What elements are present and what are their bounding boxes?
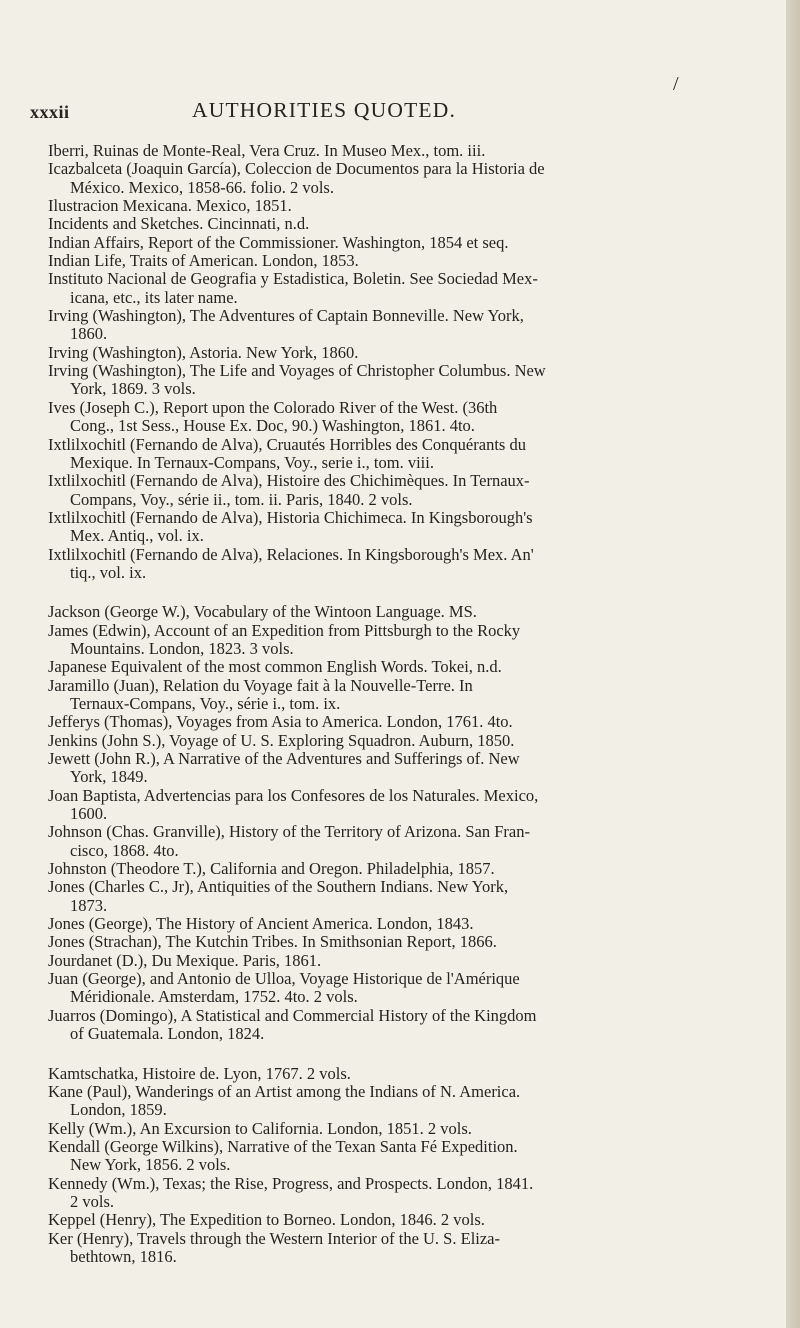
- bibliography-entry: Indian Affairs, Report of the Commissioner. Washington, 1854 et seq.: [48, 232, 509, 252]
- bibliography-entry: Kendall (George Wilkins), Narrative of the Texan Santa Fé Expedition. New York, 1856. 2 vols.: [48, 1136, 518, 1175]
- section-k: [48, 1065, 748, 1267]
- page-edge: [786, 0, 800, 1328]
- bibliography-entry: Jewett (John R.), A Narrative of the Adventures and Sufferings of. New York, 1849.: [48, 749, 520, 787]
- page-header: [30, 96, 730, 130]
- bibliography-entry: Icazbalceta (Joaquin García), Coleccion de Documentos para la Historia de México. Mexico, 1858-66. folio. 2 vols.: [48, 159, 545, 197]
- bibliography-entry: Irving (Washington), The Life and Voyages of Christopher Columbus. New York, 1869. 3 vols.: [48, 361, 546, 399]
- bibliography-entry: Instituto Nacional de Geografia y Estadistica, Boletin. See Sociedad Mex- icana, etc., its later name.: [48, 269, 538, 307]
- bibliography-entry: Kamtschatka, Histoire de. Lyon, 1767. 2 vols.: [48, 1063, 351, 1083]
- bibliography-entry: Johnson (Chas. Granville), History of the Territory of Arizona. San Fran- cisco, 1868. 4to.: [48, 822, 530, 860]
- bibliography-entry: Johnston (Theodore T.), California and Oregon. Philadelphia, 1857.: [48, 859, 495, 879]
- bibliography-entry: Jones (Strachan), The Kutchin Tribes. In Smithsonian Report, 1866.: [48, 932, 497, 952]
- bibliography-entry: Jones (Charles C., Jr), Antiquities of the Southern Indians. New York, 1873.: [48, 877, 509, 915]
- bibliography-entry: Juarros (Domingo), A Statistical and Commercial History of the Kingdom of Guatemala. London, 1824.: [48, 1005, 537, 1044]
- bibliography-entry: Juan (George), and Antonio de Ulloa, Voyage Historique de l'Amérique Méridionale. Amsterdam, 1752. 4to. 2 vols.: [48, 969, 520, 1007]
- bibliography-entry: Ixtlilxochitl (Fernando de Alva), Historia Chichimeca. In Kingsborough's Mex. Antiq., vol. ix.: [48, 507, 533, 546]
- bibliography-entry: Kennedy (Wm.), Texas; the Rise, Progress, and Prospects. London, 1841. 2 vols.: [48, 1173, 534, 1211]
- bibliography-entry: Irving (Washington), The Adventures of Captain Bonneville. New York, 1860.: [48, 306, 524, 344]
- bibliography-entry: Jaramillo (Juan), Relation du Voyage fait à la Nouvelle-Terre. In Ternaux-Compans, Voy., série i., tom. ix.: [48, 675, 473, 713]
- bibliography-entry: Ixtlilxochitl (Fernando de Alva), Cruautés Horribles des Conquérants du Mexique. In Ternaux-Compans, Voy., serie i., tom. viii.: [48, 434, 526, 472]
- section-gap: [48, 582, 748, 603]
- bibliography-entry: Jones (George), The History of Ancient America. London, 1843.: [48, 914, 474, 934]
- bibliography-entry: Jefferys (Thomas), Voyages from Asia to America. London, 1761. 4to.: [48, 712, 513, 732]
- bibliography-entry: Irving (Washington), Astoria. New York, 1860.: [48, 342, 359, 362]
- bibliography-entry: Ixtlilxochitl (Fernando de Alva), Histoire des Chichimèques. In Ternaux- Compans, Voy., série ii., tom. ii. Paris, 1840. 2 vols.: [48, 471, 530, 509]
- bibliography-entry: Ilustracion Mexicana. Mexico, 1851.: [48, 196, 292, 216]
- page-number: xxxii: [30, 102, 70, 122]
- running-head: AUTHORITIES QUOTED.: [192, 98, 457, 122]
- bibliography-entry: Iberri, Ruinas de Monte-Real, Vera Cruz. In Museo Mex., tom. iii.: [48, 141, 486, 160]
- section-i: [48, 142, 748, 582]
- bibliography-entry: Incidents and Sketches. Cincinnati, n.d.: [48, 214, 310, 234]
- bibliography-entry: Jackson (George W.), Vocabulary of the Wintoon Language. MS.: [48, 602, 477, 622]
- bibliography-entry: Ixtlilxochitl (Fernando de Alva), Relaciones. In Kingsborough's Mex. An' tiq., vol. ix.: [48, 544, 534, 582]
- section-j: [48, 603, 748, 1043]
- bibliography-entry: Ives (Joseph C.), Report upon the Colorado River of the West. (36th Cong., 1st Sess., House Ex. Doc, 90.) Washington, 1861. 4to.: [48, 397, 498, 436]
- bibliography-entry: Keppel (Henry), The Expedition to Borneo. London, 1846. 2 vols.: [48, 1210, 485, 1230]
- bibliography-entry: Kane (Paul), Wanderings of an Artist among the Indians of N. America. London, 1859.: [48, 1081, 521, 1120]
- bibliography-entry: Kelly (Wm.), An Excursion to California. London, 1851. 2 vols.: [48, 1118, 472, 1138]
- bibliography-entry: Ker (Henry), Travels through the Western Interior of the U. S. Eliza- bethtown, 1816.: [48, 1228, 501, 1266]
- bibliography-list: [48, 142, 748, 1266]
- section-gap: [48, 1044, 748, 1065]
- bibliography-entry: Jourdanet (D.), Du Mexique. Paris, 1861.: [48, 950, 322, 970]
- bibliography-entry: Joan Baptista, Advertencias para los Confesores de los Naturales. Mexico, 1600.: [48, 785, 539, 824]
- corner-mark: /: [673, 73, 679, 95]
- bibliography-entry: Japanese Equivalent of the most common English Words. Tokei, n.d.: [48, 657, 502, 677]
- bibliography-entry: James (Edwin), Account of an Expedition from Pittsburgh to the Rocky Mountains. London, 1823. 3 vols.: [48, 620, 521, 658]
- bibliography-entry: Indian Life, Traits of American. London, 1853.: [48, 251, 359, 271]
- bibliography-entry: Jenkins (John S.), Voyage of U. S. Exploring Squadron. Auburn, 1850.: [48, 730, 515, 750]
